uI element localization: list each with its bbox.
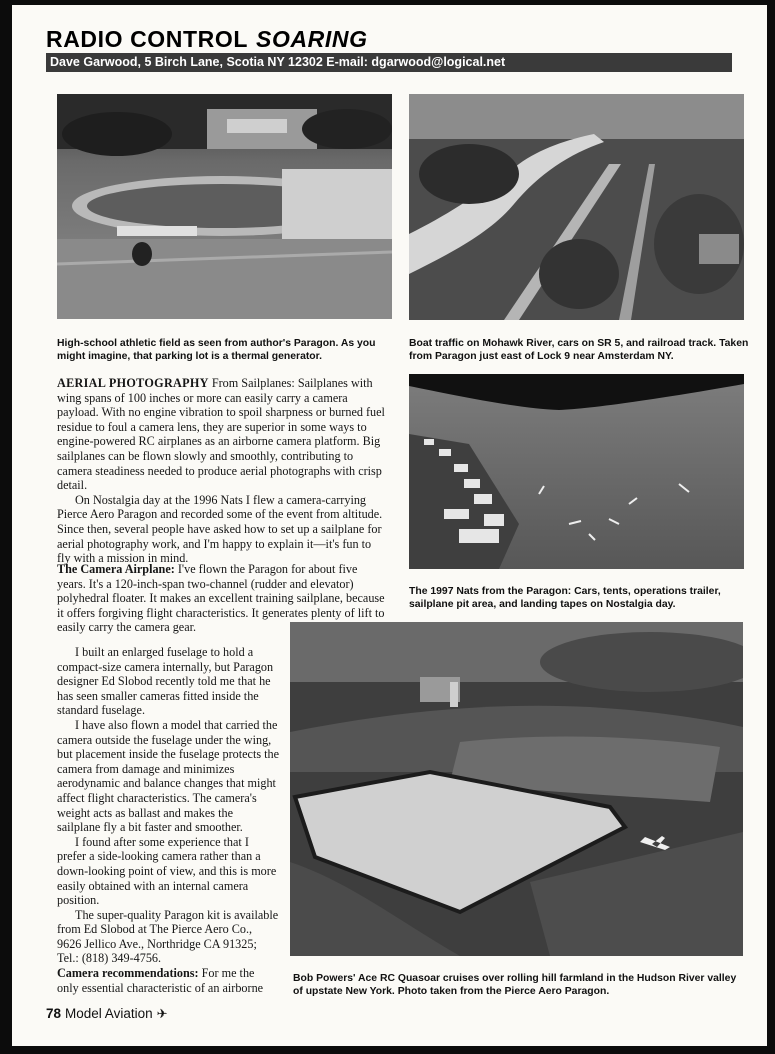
photo-quasoar-farmland bbox=[290, 622, 743, 956]
title-italic: SOARING bbox=[256, 26, 368, 52]
paragraph-airplane-2: I built an enlarged fuselage to hold a compact-size camera internally, but Paragon designer Ed Slobod recently told me that he has seen smaller cameras fitted inside the standard fuselage. bbox=[57, 645, 274, 718]
paragraph-recommendations-1: For me the only essential characteristic of an airborne bbox=[57, 966, 264, 995]
airplane-icon: ✈ bbox=[156, 1006, 168, 1021]
heading-camera-airplane: The Camera Airplane: bbox=[57, 562, 175, 576]
magazine-name: Model Aviation bbox=[65, 1006, 153, 1021]
article-narrow-column bbox=[57, 645, 279, 966]
photo-nats-1997 bbox=[409, 374, 744, 569]
paragraph-airplane-3: I have also flown a model that carried the camera outside the fuselage under the wing, but placement inside the fuselage protects the camera from damage and minimizes aerodynamic and balance changes that might affect flight characteristics. The camera's weight acts as ballast and makes the sailplane fly a bit faster and smoother. bbox=[57, 717, 280, 835]
heading-aerial-photography: AERIAL PHOTOGRAPHY bbox=[57, 376, 209, 390]
caption-quasoar: Bob Powers' Ace RC Quasoar cruises over rolling hill farmland in the Hudson River valley of upstate New York. Photo taken from the Pierce Aero Paragon. bbox=[293, 973, 737, 997]
page-footer bbox=[46, 1006, 168, 1022]
article-section-aerial-photography bbox=[57, 376, 387, 566]
paragraph-aerial-2: On Nostalgia day at the 1996 Nats I flew a camera-carrying Pierce Aero Paragon and recorded some of the event from altitude. Since then, several people have asked how to set up a sailplane for aerial photography work, and I'm happy to explain it—it's fun to fly with a mission in mind. bbox=[57, 492, 383, 566]
title-main: RADIO CONTROL bbox=[46, 26, 249, 52]
caption-nats-1997: The 1997 Nats from the Paragon: Cars, tents, operations trailer, sailplane pit area, and landing tapes on Nostalgia day. bbox=[409, 586, 721, 610]
heading-camera-recommendations: Camera recommendations: bbox=[57, 966, 199, 980]
photo-athletic-field bbox=[57, 94, 392, 319]
author-bar: Dave Garwood, 5 Birch Lane, Scotia NY 12302 E-mail: dgarwood@logical.net bbox=[46, 53, 732, 72]
paragraph-airplane-4: I found after some experience that I prefer a side-looking camera rather than a down-looking point of view, and this is more easily obtained with an internal camera position. bbox=[57, 834, 277, 908]
page-number: 78 bbox=[46, 1006, 62, 1021]
paragraph-aerial-1: From Sailplanes: Sailplanes with wing spans of 100 inches or more can easily carry a camera payload. With no engine vibration to spoil sharpness or burned fuel residue to foul a camera lens, they are superior in some ways to engine-powered RC airplanes as an airborne camera platform. Big sailplanes can be flown slowly and smoothly, contributing to camera steadiness needed to produce aerial photographs with crisp detail. bbox=[57, 376, 385, 493]
caption-athletic-field: High-school athletic field as seen from author's Paragon. As you might imagine, that parking lot is a thermal generator. bbox=[57, 338, 376, 362]
article-section-camera-recommendations bbox=[57, 966, 279, 995]
article-section-camera-airplane bbox=[57, 562, 387, 635]
paragraph-airplane-1: I've flown the Paragon for about five years. It's a 120-inch-span two-channel (rudder and elevator) polyhedral floater. It makes an excellent training sailplane, because it offers forgiving flight characteristics. It generates plenty of lift to easily carry the camera gear. bbox=[57, 562, 385, 635]
caption-mohawk-river: Boat traffic on Mohawk River, cars on SR 5, and railroad track. Taken from Paragon just east of Lock 9 near Amsterdam NY. bbox=[409, 338, 749, 362]
photo-mohawk-river bbox=[409, 94, 744, 320]
paragraph-airplane-5: The super-quality Paragon kit is available from Ed Slobod at The Pierce Aero Co., 9626 Jellico Ave., Northridge CA 91325; Tel.: (818) 349-4756. bbox=[57, 907, 279, 966]
column-title bbox=[46, 26, 368, 53]
